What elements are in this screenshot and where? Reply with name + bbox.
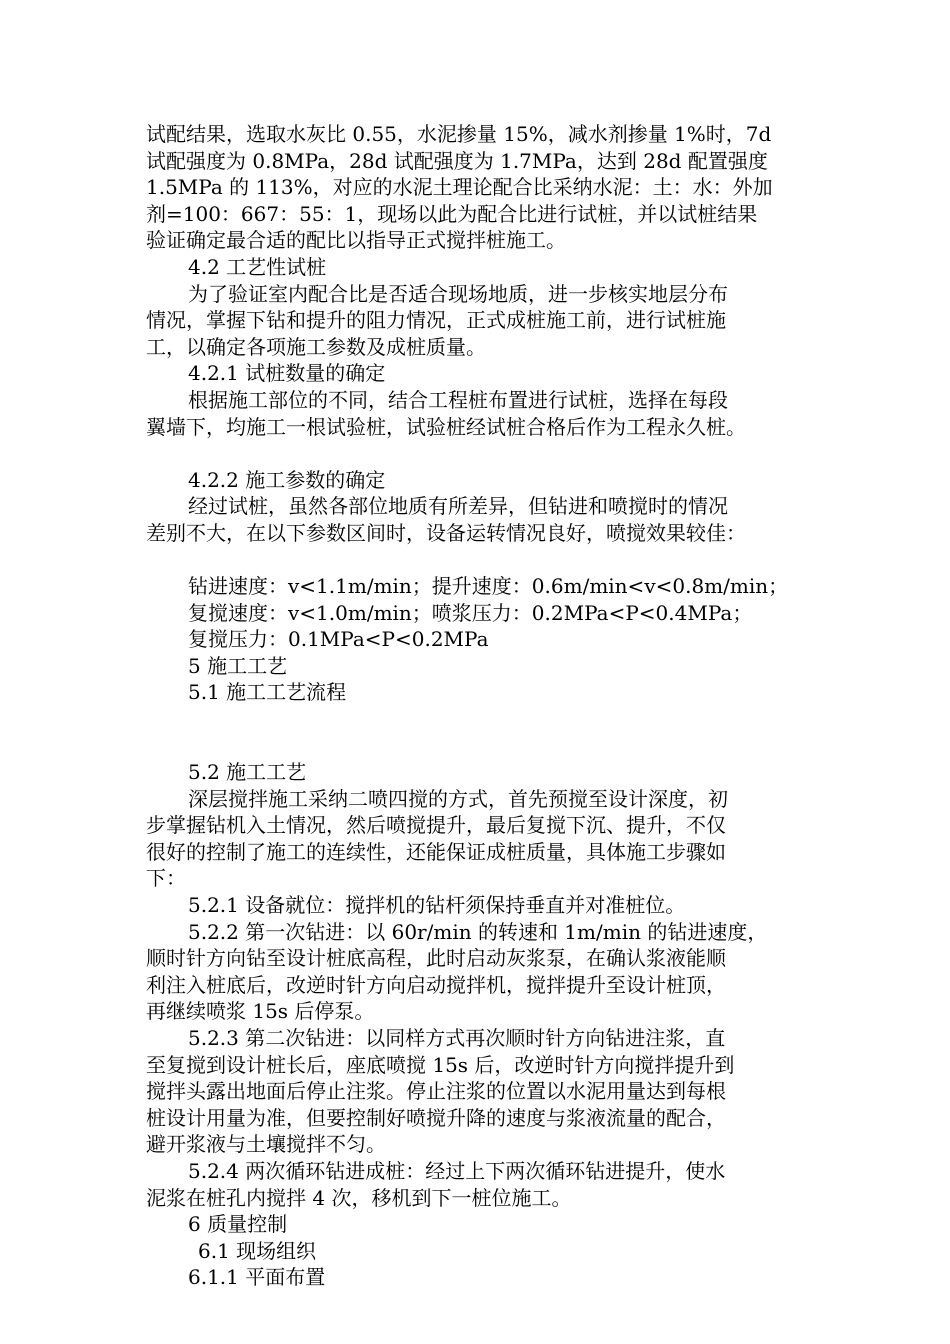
step-5-2-4: 5.2.4 两次循环钻进成桩：经过上下两次循环钻进提升，使水 — [188, 1158, 726, 1183]
section-heading-6-1: 6.1 现场组织 — [198, 1238, 317, 1263]
text-line: 深层搅拌施工采纳二喷四搅的方式，首先预搅至设计深度，初 — [188, 786, 728, 811]
step-5-2-3: 5.2.3 第二次钻进：以同样方式再次顺时针方向钻进注浆，直 — [188, 1026, 726, 1050]
text-line: 桩设计用量为准，但要控制好喷搅升降的速度与浆液流量的配合， — [146, 1105, 726, 1130]
text-line: 翼墙下，均施工一根试验桩，试验桩经试桩合格后作为工程永久桩。 — [146, 414, 746, 439]
text-line: 经过试桩，虽然各部位地质有所差异，但钻进和喷搅时的情况 — [188, 494, 728, 519]
parameter-line: 复搅压力：0.1MPa<P<0.2MPa — [188, 627, 489, 652]
section-heading-4-2: 4.2 工艺性试桩 — [188, 254, 327, 279]
text-line: 验证确定最合适的配比以指导正式搅拌桩施工。 — [146, 228, 566, 253]
text-line: 差别不大，在以下参数区间时，设备运转情况良好，喷搅效果较佳： — [146, 520, 746, 545]
text-line: 利注入桩底后，改逆时针方向启动搅拌机，搅拌提升至设计桩顶， — [146, 972, 726, 997]
text-line: 顺时针方向钻至设计桩底高程，此时启动灰浆泵，在确认浆液能顺 — [146, 946, 726, 971]
text-line: 情况，掌握下钻和提升的阻力情况，正式成桩施工前，进行试桩施 — [146, 308, 726, 333]
text-line: 试配结果，选取水灰比 0.55，水泥掺量 15%，减水剂掺量 1%时，7d — [146, 122, 772, 146]
text-line: 避开浆液与土壤搅拌不匀。 — [146, 1132, 386, 1157]
section-heading-6-1-1: 6.1.1 平面布置 — [188, 1265, 326, 1290]
blank-line — [146, 440, 806, 467]
step-5-2-2: 5.2.2 第一次钻进：以 60r/min 的转速和 1m/min 的钻进速度， — [188, 919, 768, 944]
blank-line — [146, 547, 806, 574]
section-heading-4-2-1: 4.2.1 试桩数量的确定 — [188, 361, 386, 386]
text-line: 1.5MPa 的 113%，对应的水泥土理论配合比采纳水泥：土：水：外加 — [146, 175, 773, 200]
text-line: 工，以确定各项施工参数及成桩质量。 — [146, 334, 486, 359]
text-line: 泥浆在桩孔内搅拌 4 次，移机到下一桩位施工。 — [146, 1185, 572, 1210]
section-heading-6: 6 质量控制 — [188, 1212, 288, 1237]
step-5-2-1: 5.2.1 设备就位：搅拌机的钻杆须保持垂直并对准桩位。 — [188, 893, 686, 918]
section-heading-5-2: 5.2 施工工艺 — [188, 760, 307, 785]
parameter-line: 复搅速度：v<1.0m/min；喷浆压力：0.2MPa<P<0.4MPa； — [188, 600, 753, 625]
text-line: 为了验证室内配合比是否适合现场地质，进一步核实地层分布 — [188, 281, 728, 306]
blank-space — [146, 706, 806, 759]
text-line: 剂=100：667：55：1，现场以此为配合比进行试桩，并以试桩结果 — [146, 201, 758, 226]
text-line: 搅拌头露出地面后停止注浆。停止注浆的位置以水泥用量达到每根 — [146, 1079, 726, 1104]
text-line: 至复搅到设计桩长后，座底喷搅 15s 后，改逆时针方向搅拌提升到 — [146, 1052, 735, 1077]
text-line: 试配强度为 0.8MPa，28d 试配强度为 1.7MPa，达到 28d 配置强度 — [146, 148, 768, 173]
text-line: 很好的控制了施工的连续性，还能保证成桩质量，具体施工步骤如 — [146, 839, 726, 864]
section-heading-5: 5 施工工艺 — [188, 653, 288, 678]
text-line: 再继续喷浆 15s 后停泵。 — [146, 999, 375, 1024]
text-line: 根据施工部位的不同，结合工程桩布置进行试桩，选择在每段 — [188, 387, 728, 412]
parameter-line: 钻进速度：v<1.1m/min；提升速度：0.6m/min<v<0.8m/min； — [188, 574, 789, 599]
document-body — [146, 121, 806, 1291]
text-line: 下： — [146, 866, 186, 891]
text-line: 步掌握钻机入土情况，然后喷搅提升，最后复搅下沉、提升，不仅 — [146, 813, 726, 838]
section-heading-5-1: 5.1 施工工艺流程 — [188, 680, 347, 705]
section-heading-4-2-2: 4.2.2 施工参数的确定 — [188, 467, 386, 492]
